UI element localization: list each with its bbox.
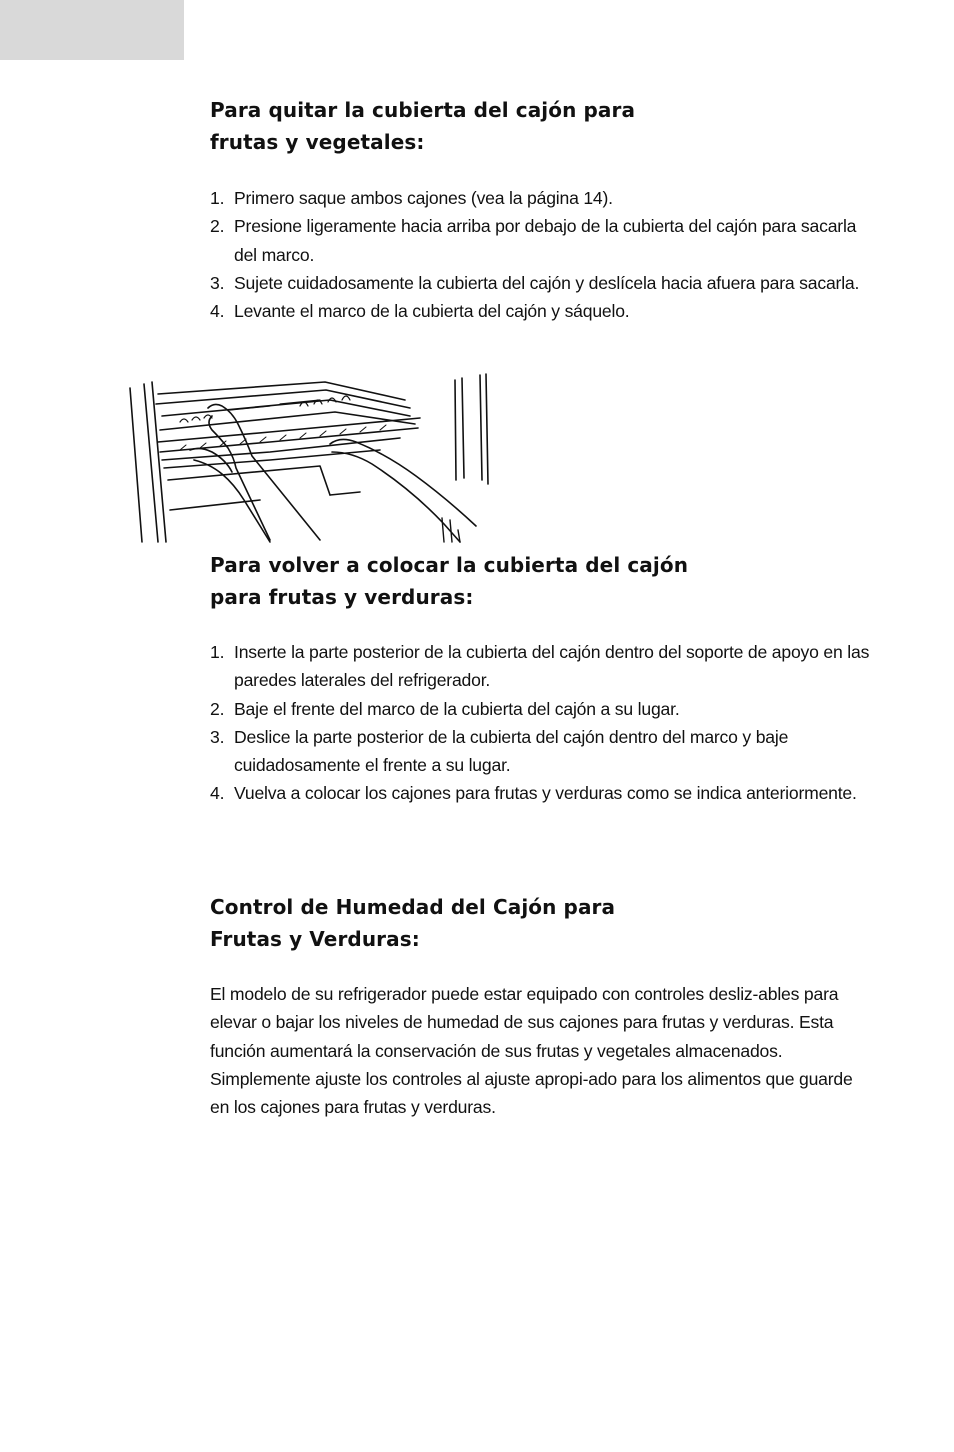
remove-cover-steps	[210, 184, 870, 325]
step-number: 4.	[210, 783, 225, 804]
step-number: 2.	[210, 698, 225, 719]
list-item	[210, 212, 870, 269]
crisper-cover-illustration	[120, 360, 500, 545]
step-text: Levante el marco de la cubierta del cajón y sáquelo.	[234, 301, 630, 322]
list-item	[210, 695, 870, 723]
replace-cover-steps	[210, 638, 870, 808]
step-text: Presione ligeramente hacia arriba por debajo de la cubierta del cajón para sacarla del marco.	[234, 216, 857, 265]
list-item	[210, 184, 870, 212]
page-corner-tab	[0, 0, 184, 60]
heading-line: Control de Humedad del Cajón para	[210, 895, 616, 919]
heading-line: Para quitar la cubierta del cajón para	[210, 98, 636, 122]
step-number: 1.	[210, 642, 225, 662]
step-text: Vuelva a colocar los cajones para frutas y verduras como se indica anteriormente.	[234, 783, 857, 804]
step-number: 1.	[210, 188, 225, 208]
list-item	[210, 269, 870, 297]
heading-line: frutas y vegetales:	[210, 130, 425, 154]
list-item	[210, 638, 870, 695]
heading-line: Frutas y Verduras:	[210, 927, 420, 951]
heading-line: Para volver a colocar la cubierta del cajón	[210, 553, 689, 577]
step-text: Sujete cuidadosamente la cubierta del cajón y deslícela hacia afuera para sacarla.	[234, 272, 860, 293]
step-text: Deslice la parte posterior de la cubierta del cajón dentro del marco y baje cuidadosamente el frente a su lugar.	[234, 726, 789, 776]
step-text: Primero saque ambos cajones (vea la página 14).	[234, 188, 613, 208]
step-number: 3.	[210, 726, 225, 747]
humidity-control-heading	[210, 891, 615, 955]
list-item	[210, 779, 870, 807]
step-text: Inserte la parte posterior de la cubierta del cajón dentro del soporte de apoyo en las paredes laterales del refrigerador.	[234, 642, 870, 691]
step-number: 2.	[210, 216, 225, 237]
humidity-control-paragraph: El modelo de su refrigerador puede estar equipado con controles desliz-ables para elevar o bajar los niveles de humedad de sus cajones para frutas y verduras. Esta función aumentará la conservación de sus frutas y vegetales almacenados. Simplemente ajuste los controles al ajuste apropi-ado para los alimentos que guarde en los cajones para frutas y verduras.	[210, 984, 853, 1118]
list-item	[210, 723, 870, 780]
remove-cover-heading	[210, 94, 635, 158]
step-text: Baje el frente del marco de la cubierta del cajón a su lugar.	[234, 698, 680, 719]
heading-line: para frutas y verduras:	[210, 585, 474, 609]
replace-cover-heading	[210, 549, 688, 613]
list-item	[210, 297, 870, 325]
step-number: 4.	[210, 301, 225, 322]
step-number: 3.	[210, 272, 225, 293]
